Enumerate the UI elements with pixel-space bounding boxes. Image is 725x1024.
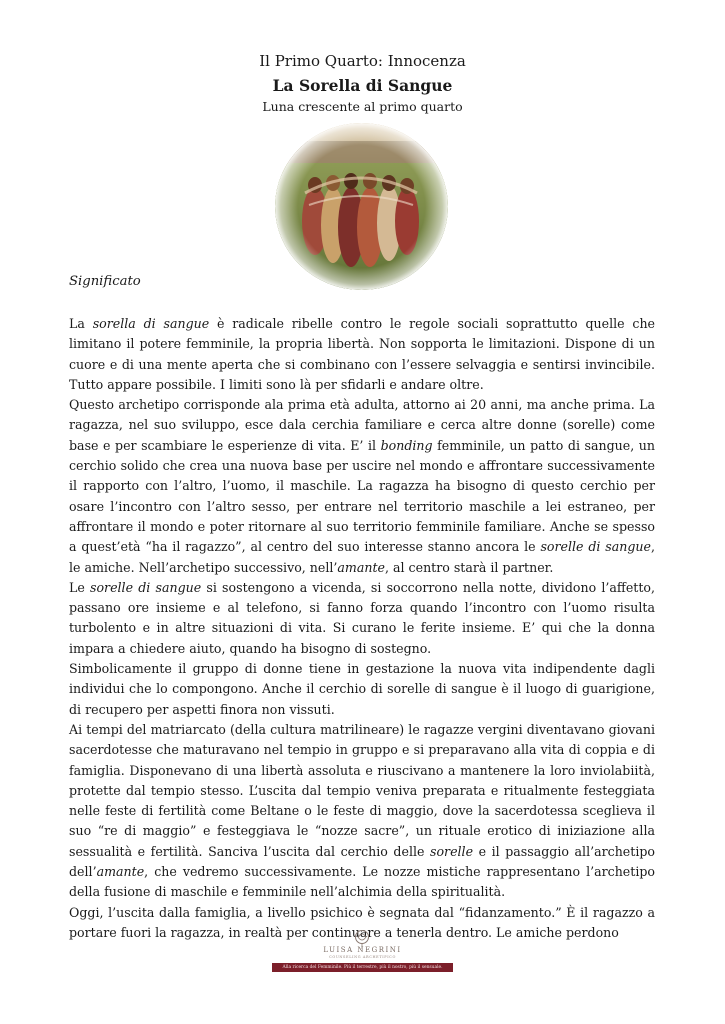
circle-of-women-photo [275, 123, 448, 290]
text-run: Ai tempi del matriarcato (della cultura matrilineare) le ragazze vergini diventavano giovani sacerdotesse che maturavano nel tempio in gruppo e si preparavano alla vita di coppia e di famiglia. Disponevano di una libertà assoluta e riuscivano a mantenere la loro inviolabiità, protette dal tempio stesso. L’uscita dal tempio veniva preparata e ritualmente festeggiata nelle feste di fertilità come Beltane o le feste di maggio, dove la sacerdotessa sceglieva il suo “re di maggio” e festeggiava le “nozze sacre”, un rituale erotico di iniziazione alla sessualità e fertilità. Sanciva l’uscita dal cerchio delle [69, 721, 655, 859]
text-run: è radicale ribelle contro le regole sociali soprattutto quelle che limitano il potere femminile, la propria libertà. Non sopporta le limitazioni. Dispone di un cuore e di una mente aperta che si combinano con l’essere selvaggia e sentirsi invincibile. Tutto appare possibile. I limiti sono là per sfidarli e andare oltre. [69, 316, 656, 392]
section-heading: Significato [69, 274, 141, 289]
text-run: Oggi, l’uscita dalla famiglia, a livello psichico è segnata dal “fidanzamento.” È il ragazzo a portare fuori la ragazza, in realtà per continuare a tenerla dentro. Le amiche perdono [69, 904, 655, 940]
emphasized-term: sorella di sangue [92, 316, 210, 331]
body-text [69, 314, 655, 943]
emphasized-term: amante [96, 864, 145, 880]
photo-vignette [275, 123, 448, 290]
emphasized-term: bonding [380, 437, 433, 453]
emphasized-term: sorelle di sangue [90, 579, 202, 595]
text-run: , al centro starà il partner. [385, 559, 554, 575]
body-paragraph [69, 720, 655, 903]
text-run: Questo archetipo corrisponde ala prima età adulta, attorno ai 20 anni, ma anche prima. La ragazza, nel suo sviluppo, esce dala cerchia familiare e cerca altre donne (sorelle) come base e per scambiare le esperienze di vita. E’ il [69, 397, 655, 453]
text-run: Le [69, 579, 90, 595]
logo-tagline: COUNSELING ARCHETIPICO [329, 955, 396, 959]
document-subtitle: La Sorella di Sangue [272, 76, 453, 95]
logo-name: LUISA NEGRINI [323, 946, 402, 954]
body-paragraph [69, 314, 655, 395]
body-paragraph [69, 578, 655, 659]
footer-band [272, 963, 453, 972]
emphasized-term: sorelle [430, 843, 474, 859]
text-run: si sostengono a vicenda, si soccorrono nella notte, dividono l’affetto, passano ore insieme e al telefono, si fanno forza quando l’incontro con l’uomo risulta turbolento e in altre situazioni di vita. Si curano le ferite insieme. E’ qui che la donna impara a chiedere aiuto, quando ha bisogno di sostegno. [69, 579, 655, 656]
emphasized-term: amante [337, 559, 386, 575]
document-title: Il Primo Quarto: Innocenza [259, 52, 466, 70]
body-paragraph [69, 659, 655, 720]
text-run: , le amiche. Nell’archetipo successivo, nell’ [69, 539, 655, 575]
text-run: La [69, 316, 93, 331]
text-run: Simbolicamente il gruppo di donne tiene in gestazione la nuova vita indipendente dagli individui che lo compongono. Anche il cerchio di sorelle di sangue è il luogo di guarigione, di recupero per aspetti finora non vissuti. [69, 661, 655, 717]
body-paragraph [69, 395, 655, 578]
emphasized-term: sorelle di sangue [540, 539, 651, 555]
text-run: femminile, un patto di sangue, un cerchio solido che crea una nuova base per uscire nel mondo e affrontare successivamente il rapporto con l’altro, l’uomo, il maschile. La ragazza ha bisogno di questo cerchio per osare l’incontro con l’altro sesso, per entrare nel territorio maschile a lei estraneo, per affrontare il mondo e poter ritornare al suo territorio femminile familiare. Anche se spesso a quest’età “ha il ragazzo”, al centro del suo interesse stanno ancora le [69, 437, 655, 555]
footer-band-text: Alla ricerca del Femminile. Più il terrestre, più il nostro, più il sensuale. [282, 965, 443, 970]
text-run: , che vedremo successivamente. Le nozze mistiche rappresentano l’archetipo della fusione di maschile e femminile nell’alchimia della spiritualità. [69, 864, 655, 900]
text-run: e il passaggio all’archetipo dell’ [69, 843, 655, 880]
moon-phase-caption: Luna crescente al primo quarto [262, 99, 463, 114]
